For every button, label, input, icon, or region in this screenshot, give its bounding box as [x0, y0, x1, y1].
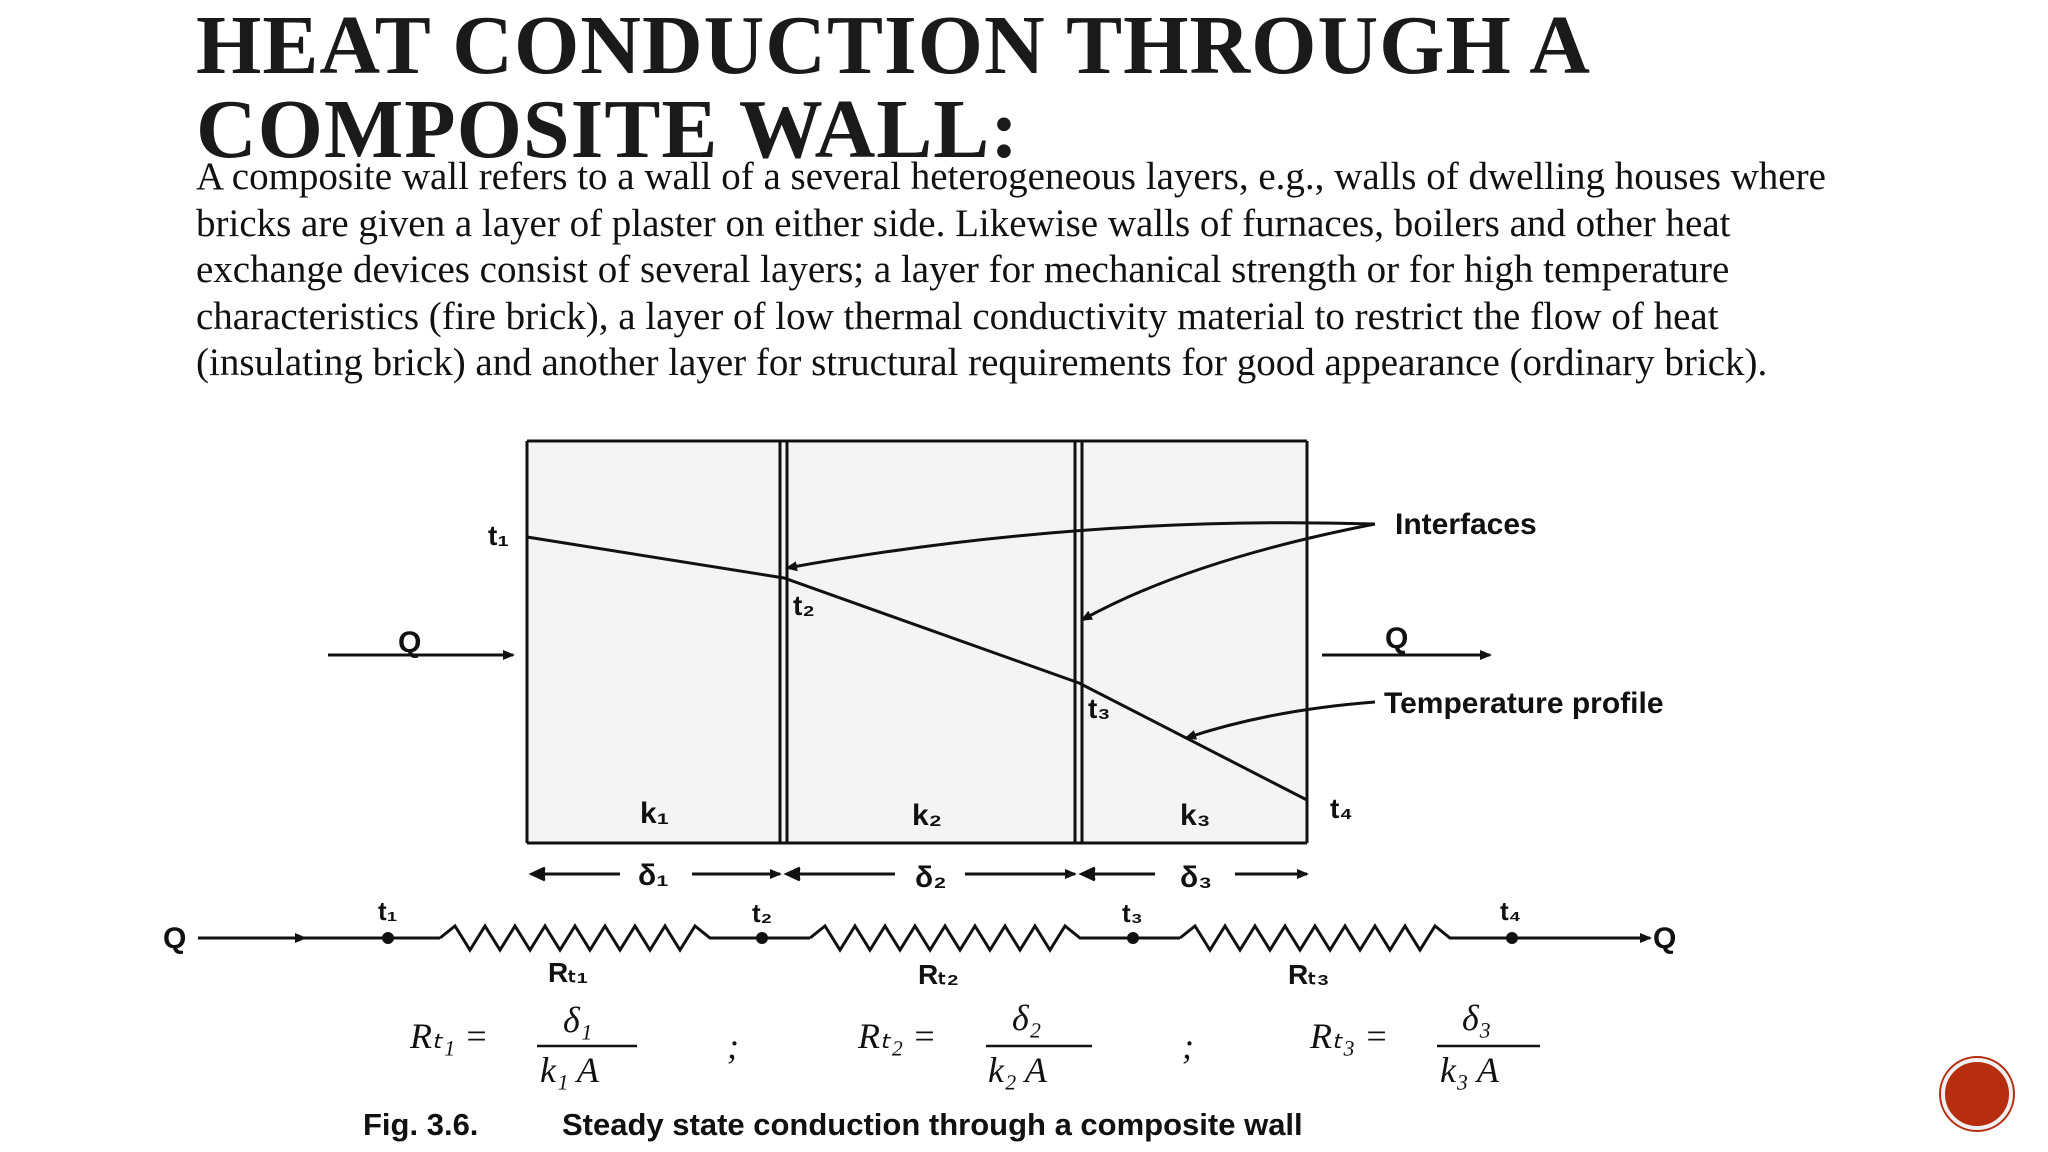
resistance-r3-label: Rₜ₃ — [1288, 959, 1330, 990]
resistor-r1 — [440, 926, 760, 950]
next-slide-button[interactable] — [1941, 1058, 2013, 1130]
equation-2-numerator: δ₂ — [1012, 998, 1042, 1038]
equation-3-numerator: δ₃ — [1462, 998, 1492, 1038]
resistor-r3 — [1180, 926, 1510, 950]
temp-t1-label: t₁ — [488, 520, 509, 551]
thickness-d3-label: δ₃ — [1180, 861, 1213, 894]
thickness-d2-label: δ₂ — [915, 861, 947, 894]
d2-left-head — [787, 868, 800, 880]
figure-caption-text: Steady state conduction through a composite wall — [562, 1107, 1303, 1142]
circuit-t1-label: t₁ — [378, 896, 398, 926]
temp-t4-label: t₄ — [1330, 793, 1353, 824]
resistance-r1-label: Rₜ₁ — [548, 957, 589, 988]
circuit-t2-label: t₂ — [752, 898, 773, 928]
resistor-r2 — [810, 926, 1130, 950]
slide-body-text: A composite wall refers to a wall of a several heterogeneous layers, e.g., walls of dwelling houses where bricks are given a layer of plaster on either side. Likewise walls of furnaces, boilers and other heat exchange devices consist of several layers; a layer for mechanical strength or for high temperature characteristics (fire brick), a layer of low thermal conductivity material to restrict the flow of heat (insulating brick) and another layer for structural requirements for good appearance (ordinary brick). — [196, 155, 1826, 384]
temp-t3-label: t₃ — [1088, 693, 1111, 724]
equation-2-denominator: k₂ A — [988, 1050, 1047, 1090]
equation-1-numerator: δ₁ — [563, 1000, 593, 1040]
node-t3 — [1127, 932, 1139, 944]
thickness-d1-label: δ₁ — [638, 859, 669, 892]
node-t1 — [382, 932, 394, 944]
conductivity-k2-label: k₂ — [912, 799, 943, 832]
heat-in-label: Q — [398, 626, 422, 659]
figure-caption-number: Fig. 3.6. — [363, 1107, 479, 1142]
equation-separator-2: ; — [1182, 1026, 1194, 1066]
circuit-t3-label: t₃ — [1122, 898, 1143, 928]
d3-left-head — [1082, 868, 1095, 880]
conductivity-k1-label: k₁ — [640, 797, 670, 830]
slide-title: HEAT CONDUCTION THROUGH A COMPOSITE WALL: — [196, 0, 1587, 176]
equation-3-denominator: k₃ A — [1440, 1050, 1499, 1090]
equation-1-denominator: k₁ A — [540, 1050, 599, 1090]
temp-t2-label: t₂ — [793, 590, 815, 621]
resistance-r2-label: Rₜ₂ — [918, 959, 959, 990]
circuit-q-in-label: Q — [163, 922, 187, 955]
node-t2 — [756, 932, 768, 944]
temperature-profile-label: Temperature profile — [1384, 687, 1664, 720]
heat-out-label: Q — [1385, 622, 1409, 655]
equation-separator-1: ; — [727, 1026, 739, 1066]
interfaces-label: Interfaces — [1395, 508, 1537, 541]
circuit-t4-label: t₄ — [1500, 896, 1522, 926]
circuit-q-out-label: Q — [1653, 922, 1677, 955]
conductivity-k3-label: k₃ — [1180, 799, 1211, 832]
equation-3-lhs: Rₜ₃ = — [1310, 1016, 1389, 1056]
node-t4 — [1506, 932, 1518, 944]
wall-background — [525, 443, 1307, 843]
equation-2-lhs: Rₜ₂ = — [858, 1016, 937, 1056]
d1-left-head — [532, 868, 545, 880]
thermal-circuit — [198, 926, 1650, 950]
equation-1-lhs: Rₜ₁ = — [410, 1016, 489, 1056]
